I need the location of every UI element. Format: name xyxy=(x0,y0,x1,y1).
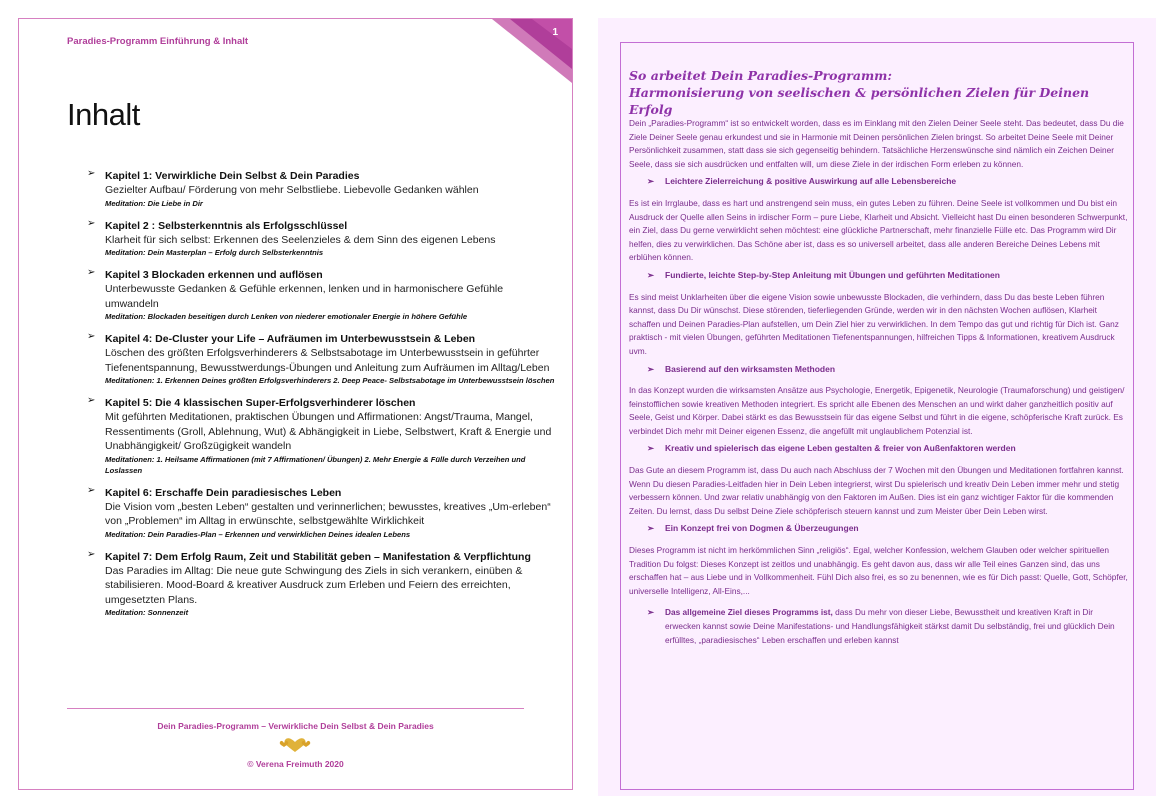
toc-item-chapter-5 xyxy=(87,396,557,476)
toc-description: Gezielter Aufbau/ Förderung von mehr Selbstliebe. Liebevolle Gedanken wählen xyxy=(105,184,479,196)
toc-meditation: Meditationen: 1. Erkennen Deines größten Erfolgsverhinderers 2. Deep Peace- Selbstsabotage im Unterbewusstsein löschen xyxy=(105,376,555,385)
table-of-contents xyxy=(87,169,557,628)
toc-heading: Kapitel 3 Blockaden erkennen und auflösen xyxy=(105,269,323,281)
subheading-text: Ein Konzept frei von Dogmen & Überzeugungen xyxy=(665,523,859,534)
footer-divider xyxy=(67,708,524,709)
subheading xyxy=(629,442,1129,456)
closing-statement xyxy=(629,606,1129,647)
page-number: 1 xyxy=(552,27,558,38)
toc-description: Unterbewusste Gedanken & Gefühle erkennen, lenken und in harmonischere Gefühle umwandeln xyxy=(105,283,504,310)
toc-item-chapter-6 xyxy=(87,486,557,540)
toc-heading: Kapitel 6: Erschaffe Dein paradiesisches Leben xyxy=(105,486,342,499)
intro-page xyxy=(598,18,1156,796)
corner-ribbon-icon xyxy=(492,19,572,83)
toc-meditation: Meditation: Die Liebe in Dir xyxy=(105,198,203,208)
toc-description: Das Paradies im Alltag: Die neue gute Schwingung des Ziels in sich verankern, einüben & stabilisieren. Mood-Board & kreativer Ausdruck zum Erleben und Feiern des erreichten, umgesetzten Plans. xyxy=(105,564,523,606)
arrow-bullet-icon: ➢ xyxy=(87,395,96,406)
arrow-bullet-icon: ➢ xyxy=(87,267,96,278)
toc-heading: Kapitel 5: Die 4 klassischen Super-Erfolgsverhinderer löschen xyxy=(105,397,416,409)
toc-item-chapter-2 xyxy=(87,219,557,259)
toc-description: Die Vision vom „besten Leben“ gestalten und verinnerlichen; bewusstes, kreatives „Um-erleben“ von „Problemen“ im Alltag in erwünschte, selbstgewählte Wirklichkeit xyxy=(105,500,551,527)
toc-description: Klarheit für sich selbst: Erkennen des Seelenzieles & dem Sinn des eigenen Lebens xyxy=(105,233,496,246)
arrow-bullet-icon: ➢ xyxy=(87,484,96,496)
intro-paragraph: Dein „Paradies-Programm“ ist so entwickelt worden, dass es im Einklang mit den Zielen Deiner Seele steht. Das bedeutet, dass Du die Ziele Deiner Seele genau erkundest und sie in Harmonie mit Deinen persönlichen Zielen bringst. So arbeitet Deine Seele mit Deiner Persönlichkeit zusammen, statt dass sie sich gegenseitig behindern. Tatsächliche Herzenswünsche sind nämlich ein Zeichen Deiner Seele, dass sie sich ausdrücken und entfalten will, um diese Ziele in der irdischen Form erleben zu können. xyxy=(629,118,1124,169)
paragraph: In das Konzept wurden die wirksamsten Ansätze aus Psychologie, Energetik, Epigenetik, Neurologie (Traumaforschung) und geistigen/ feinstofflichen sowie kreativen Methoden integriert. Es spricht alle Ebenen des Menschen an und wirkt daher ganzheitlich positiv auf Seele, Geist und Körper. Dabei stärkt es das Bewusstsein für das eigene Selbst und führt in die eigene, schöpferische Kraft zurück. Es verbindet Dich mehr mit Deiner eigenen Essenz, die angefüllt mit unglaublichem Potenzial ist. xyxy=(629,385,1125,436)
arrow-bullet-icon: ➢ xyxy=(87,548,96,560)
closing-bold: Das allgemeine Ziel dieses Programms ist, xyxy=(665,607,833,618)
toc-item-chapter-3 xyxy=(87,268,557,322)
toc-meditation: Meditation: Sonnenzeit xyxy=(105,608,189,617)
page-footer: Dein Paradies-Programm – Verwirkliche Dein Selbst & Dein Paradies xyxy=(157,721,434,731)
section-title xyxy=(629,67,1129,118)
toc-page xyxy=(18,18,573,790)
subheading xyxy=(629,269,1129,283)
arrow-bullet-icon: ➢ xyxy=(87,168,96,179)
page-header: Paradies-Programm Einführung & Inhalt xyxy=(67,36,249,47)
subheading-text: Leichtere Zielerreichung & positive Auswirkung auf alle Lebensbereiche xyxy=(665,176,957,187)
toc-item-chapter-4 xyxy=(87,332,557,386)
paragraph: Dieses Programm ist nicht im herkömmlichen Sinn „religiös“. Egal, welcher Konfession, welchem Glauben oder welcher spirituellen Tradition Du folgst: Dieses Konzept ist zeitlos und unabhängig. Es geht davon aus, dass wir alle Teil eines Ganzen sind, das uns erschaffen hat – aus Liebe und in Vollkommenheit. Fühl Dich also frei, es so zu benennen, wie es für Dich passt: Quelle, Gott, Schöpfer, universelle Intelligenz, All-Eins,... xyxy=(629,545,1128,596)
body-text xyxy=(629,117,1129,647)
paragraph: Das Gute an diesem Programm ist, dass Du auch nach Abschluss der 7 Wochen mit den Übungen und Meditationen fortfahren kannst. Wenn Du diesen Paradies-Leitfaden hier in Dein Leben integrierst, wirst Du spielerisch und kreativ Dein Leben immer mehr und stetig verbessern können. Und zwar relativ unabhängig von den Faktoren im Außen. Dies ist ein ganz wichtiger Faktor für die kommenden Zeiten. Du lernst, dass Du selbst Deine Ziele schöpferisch steuern kannst und zum Meister über Dein Leben wirst. xyxy=(629,465,1124,516)
title-line-1: So arbeitet Dein Paradies-Programm: xyxy=(629,68,893,83)
toc-meditation: Meditation: Dein Paradies-Plan – Erkennen und verwirklichen Deines idealen Lebens xyxy=(105,529,411,539)
subheading xyxy=(629,175,1129,189)
toc-description: Löschen des größten Erfolgsverhinderers & Selbstsabotage im Unterbewusstsein in geführter Tiefenentspannung, Bewusstwerdungs-Übungen und Anleitung zum Aufräumen im Alltag/Leben xyxy=(105,347,550,374)
toc-description: Mit geführten Meditationen, praktischen Übungen und Affirmationen: Angst/Trauma, Mangel, Ressentiments (Groll, Ablehnung, Wut) & Abhängigkeit in Liebe, Selbstwert, Kraft & Energie und Unabhängigkeit/ Großzügigkeit wandeln xyxy=(105,411,552,452)
paragraph: Es sind meist Unklarheiten über die eigene Vision sowie unbewusste Blockaden, die verhindern, dass Du das beste Leben führen kannst, dass Du Dir wünschst. Diese störenden, tieferliegenden Gründe, werden wir in den nächsten Wochen auflösen, Klarheit schaffen und Deinen Paradies-Plan aufstellen, um Dein Ziel hier zu verwirklichen. In dem Tempo das gut und richtig für Dich ist. Ganz praktisch - mit vielen Übungen, geführten Meditationen Tiefenentspannungen, hilfreichen Tipps & Informationen, kreativem Ausdruck uvm. xyxy=(629,291,1119,356)
copyright: © Verena Freimuth 2020 xyxy=(247,759,344,769)
toc-heading: Kapitel 4: De-Cluster your Life – Aufräumen im Unterbewusstsein & Leben xyxy=(105,333,476,345)
closing-text: dass Du mehr von dieser Liebe, Bewusstheit und kreativen Kraft in Dir erwecken kannst sowie Deine Manifestations- und Handlungsfähigkeit stärkst damit Du selbständig, frei und glücklich Dein erfülltes, „paradiesisches“ Leben erschaffen und erleben kannst xyxy=(665,607,1115,645)
subheading-text: Fundierte, leichte Step-by-Step Anleitung mit Übungen und geführten Meditationen xyxy=(665,269,1000,280)
title-line-2: Harmonisierung von seelischen & persönlichen Zielen für Deinen Erfolg xyxy=(629,85,1090,117)
arrow-bullet-icon: ➢ xyxy=(87,331,96,342)
content-frame xyxy=(620,42,1134,790)
subheading xyxy=(629,363,1129,377)
toc-heading: Kapitel 2 : Selbsterkenntnis als Erfolgsschlüssel xyxy=(105,219,348,232)
toc-item-chapter-7 xyxy=(87,550,557,619)
toc-meditation: Meditation: Blockaden beseitigen durch Lenken von niederer emotionaler Energie in höhere Gefühle xyxy=(105,312,468,321)
toc-heading: Kapitel 7: Dem Erfolg Raum, Zeit und Stabilität geben – Manifestation & Verpflichtung xyxy=(105,550,531,563)
toc-meditation: Meditation: Dein Masterplan – Erfolg durch Selbsterkenntnis xyxy=(105,248,324,257)
hearts-ornament-icon xyxy=(277,735,313,755)
arrow-bullet-icon: ➢ xyxy=(647,443,655,454)
toc-meditation: Meditationen: 1. Heilsame Affirmationen (mit 7 Affirmationen/ Übungen) 2. Mehr Energie & Fülle durch Verzeihen und Loslassen xyxy=(105,454,526,475)
arrow-bullet-icon: ➢ xyxy=(87,217,96,229)
toc-item-chapter-1 xyxy=(87,169,557,209)
arrow-bullet-icon: ➢ xyxy=(647,523,655,534)
page-title: Inhalt xyxy=(67,97,140,132)
arrow-bullet-icon: ➢ xyxy=(647,176,655,187)
subheading-text: Basierend auf den wirksamsten Methoden xyxy=(665,363,836,374)
arrow-bullet-icon: ➢ xyxy=(647,363,655,374)
subheading xyxy=(629,522,1129,536)
paragraph: Es ist ein Irrglaube, dass es hart und anstrengend sein muss, ein gutes Leben zu führen. Deine Seele ist vollkommen und Du bist ein Ausdruck der Quelle allen Seins in irdischer Form – pure Liebe, Klarheit und Absicht. Vielleicht hast Du einen besonderen Schwerpunkt, ein Ziel, dass Du gerne verwirklicht sehen möchtest: eine glückliche Partnerschaft, mehr finanzielle Fülle etc. Das Programm wird Dir helfen, dies zu verwirklichen. Das Schöne aber ist, dass es so universell arbeitet, dass alle anderen Bereiche Deines Lebens mit erblühen können. xyxy=(629,197,1128,263)
toc-heading: Kapitel 1: Verwirkliche Dein Selbst & Dein Paradies xyxy=(105,170,360,182)
subheading-text: Kreativ und spielerisch das eigene Leben gestalten & freier von Außenfaktoren werden xyxy=(665,443,1016,454)
arrow-bullet-icon: ➢ xyxy=(647,607,654,618)
arrow-bullet-icon: ➢ xyxy=(647,269,655,280)
